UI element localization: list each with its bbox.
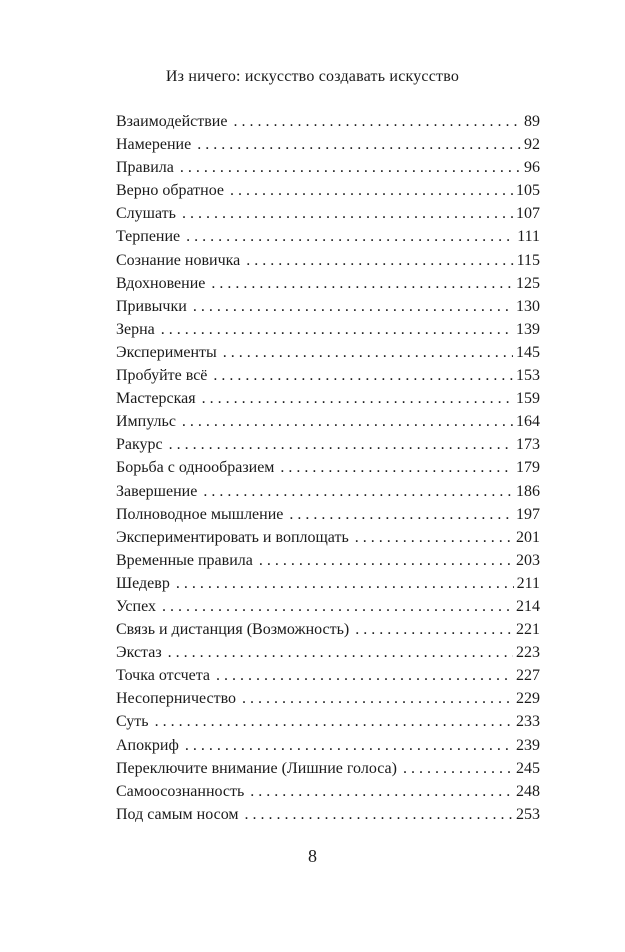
toc-entry-page: 153 xyxy=(516,367,540,385)
toc-entry[interactable] xyxy=(116,410,540,433)
dot-leader xyxy=(185,734,513,757)
toc-entry-title: Под самым носом xyxy=(116,805,239,823)
dot-leader xyxy=(246,249,513,272)
toc-entry[interactable] xyxy=(116,202,540,225)
toc-entry-title: Ракурс xyxy=(116,436,163,454)
dot-leader xyxy=(259,549,513,572)
toc-entry-page: 115 xyxy=(516,251,540,269)
toc-entry-page: 197 xyxy=(516,505,540,523)
toc-entry[interactable] xyxy=(116,249,540,272)
toc-entry-page: 139 xyxy=(516,320,540,338)
dot-leader xyxy=(193,295,513,318)
toc-entry-title: Правила xyxy=(116,159,174,177)
toc-entry-page: 239 xyxy=(516,736,540,754)
dot-leader xyxy=(223,341,513,364)
toc-entry-title: Суть xyxy=(116,713,149,731)
toc-entry-title: Полноводное мышление xyxy=(116,505,284,523)
toc-entry-title: Несоперничество xyxy=(116,690,237,708)
dot-leader xyxy=(355,526,513,549)
toc-entry-title: Импульс xyxy=(116,413,176,431)
toc-entry-title: Завершение xyxy=(116,482,198,500)
dot-leader xyxy=(213,364,513,387)
toc-entry-page: 223 xyxy=(516,644,540,662)
dot-leader xyxy=(168,641,513,664)
toc-entry-page: 164 xyxy=(516,413,540,431)
toc-entry[interactable] xyxy=(116,110,540,133)
toc-entry-page: 229 xyxy=(516,690,540,708)
toc-entry-page: 89 xyxy=(524,113,540,130)
toc-entry[interactable] xyxy=(116,133,540,156)
toc-entry[interactable] xyxy=(116,757,540,780)
toc-entry[interactable] xyxy=(116,618,540,641)
toc-entry-title: Слушать xyxy=(116,205,176,223)
dot-leader xyxy=(289,503,513,526)
toc-entry-page: 107 xyxy=(516,205,540,223)
toc-entry[interactable] xyxy=(116,503,540,526)
dot-leader xyxy=(202,387,513,410)
toc-entry-title: Апокриф xyxy=(116,736,179,754)
toc-entry-title: Точка отсчета xyxy=(116,667,211,685)
toc-entry-title: Пробуйте всё xyxy=(116,367,208,385)
table-of-contents xyxy=(116,110,540,826)
toc-entry-page: 145 xyxy=(516,343,540,361)
toc-entry[interactable] xyxy=(116,225,540,248)
toc-entry[interactable] xyxy=(116,295,540,318)
running-header: Из ничего: искусство создавать искусство xyxy=(165,68,460,85)
dot-leader xyxy=(230,179,513,202)
toc-entry-title: Верно обратное xyxy=(116,182,225,200)
toc-entry[interactable] xyxy=(116,710,540,733)
toc-entry-title: Связь и дистанция (Возможность) xyxy=(116,621,350,639)
toc-entry-title: Шедевр xyxy=(116,574,170,592)
dot-leader xyxy=(242,687,513,710)
toc-entry-page: 96 xyxy=(524,159,540,177)
dot-leader xyxy=(182,202,513,225)
toc-entry[interactable] xyxy=(116,179,540,202)
dot-leader xyxy=(216,664,513,687)
toc-entry[interactable] xyxy=(116,341,540,364)
page-number: 8 xyxy=(308,846,317,866)
toc-entry-page: 105 xyxy=(516,182,540,200)
toc-entry[interactable] xyxy=(116,387,540,410)
dot-leader xyxy=(176,572,514,595)
dot-leader xyxy=(180,156,521,179)
dot-leader xyxy=(233,110,521,133)
toc-entry-page: 214 xyxy=(516,597,540,615)
toc-entry[interactable] xyxy=(116,156,540,179)
toc-entry[interactable] xyxy=(116,803,540,826)
toc-entry[interactable] xyxy=(116,272,540,295)
toc-entry-title: Сознание новичка xyxy=(116,251,241,269)
dot-leader xyxy=(203,480,513,503)
toc-entry[interactable] xyxy=(116,549,540,572)
dot-leader xyxy=(169,433,513,456)
dot-leader xyxy=(197,133,521,156)
toc-entry[interactable] xyxy=(116,318,540,341)
toc-entry-page: 253 xyxy=(516,805,540,823)
toc-entry[interactable] xyxy=(116,456,540,479)
toc-entry-title: Терпение xyxy=(116,228,181,246)
toc-entry-title: Мастерская xyxy=(116,390,196,408)
dot-leader xyxy=(355,618,513,641)
toc-entry-title: Экспериментировать и воплощать xyxy=(116,528,349,546)
toc-entry-page: 111 xyxy=(517,228,540,246)
toc-entry-page: 203 xyxy=(516,551,540,569)
toc-entry-page: 125 xyxy=(516,274,540,292)
toc-entry-title: Эксперименты xyxy=(116,343,217,361)
dot-leader xyxy=(161,318,513,341)
dot-leader xyxy=(280,456,513,479)
toc-entry-title: Борьба с однообразием xyxy=(116,459,275,477)
dot-leader xyxy=(211,272,513,295)
toc-entry[interactable] xyxy=(116,641,540,664)
toc-entry[interactable] xyxy=(116,480,540,503)
toc-entry[interactable] xyxy=(116,572,540,595)
toc-entry[interactable] xyxy=(116,664,540,687)
toc-entry[interactable] xyxy=(116,734,540,757)
toc-entry[interactable] xyxy=(116,595,540,618)
toc-entry-page: 233 xyxy=(516,713,540,731)
toc-entry-title: Переключите внимание (Лишние голоса) xyxy=(116,759,397,777)
toc-entry-title: Самоосознанность xyxy=(116,782,245,800)
toc-entry[interactable] xyxy=(116,364,540,387)
toc-entry-page: 186 xyxy=(516,482,540,500)
toc-entry-page: 227 xyxy=(516,667,540,685)
dot-leader xyxy=(155,710,513,733)
toc-entry[interactable] xyxy=(116,526,540,549)
dot-leader xyxy=(182,410,513,433)
toc-entry-title: Временные правила xyxy=(116,551,253,569)
dot-leader xyxy=(245,803,513,826)
toc-entry[interactable] xyxy=(116,433,540,456)
dot-leader xyxy=(162,595,513,618)
toc-entry-page: 245 xyxy=(516,759,540,777)
toc-entry-title: Экстаз xyxy=(116,644,162,662)
toc-entry-title: Зерна xyxy=(116,320,155,338)
toc-entry[interactable] xyxy=(116,687,540,710)
toc-entry[interactable] xyxy=(116,780,540,803)
toc-entry-page: 201 xyxy=(516,528,540,546)
toc-entry-page: 92 xyxy=(524,136,540,154)
toc-entry-page: 248 xyxy=(516,782,540,800)
dot-leader xyxy=(403,757,513,780)
toc-entry-title: Взаимодействие xyxy=(116,113,228,130)
toc-entry-page: 130 xyxy=(516,297,540,315)
dot-leader xyxy=(186,225,514,248)
dot-leader xyxy=(250,780,513,803)
toc-entry-title: Намерение xyxy=(116,136,192,154)
toc-entry-title: Успех xyxy=(116,597,156,615)
toc-entry-title: Вдохновение xyxy=(116,274,206,292)
toc-entry-page: 221 xyxy=(516,621,540,639)
toc-entry-page: 159 xyxy=(516,390,540,408)
toc-entry-page: 179 xyxy=(516,459,540,477)
toc-entry-title: Привычки xyxy=(116,297,187,315)
toc-entry-page: 211 xyxy=(516,574,540,592)
toc-entry-page: 173 xyxy=(516,436,540,454)
